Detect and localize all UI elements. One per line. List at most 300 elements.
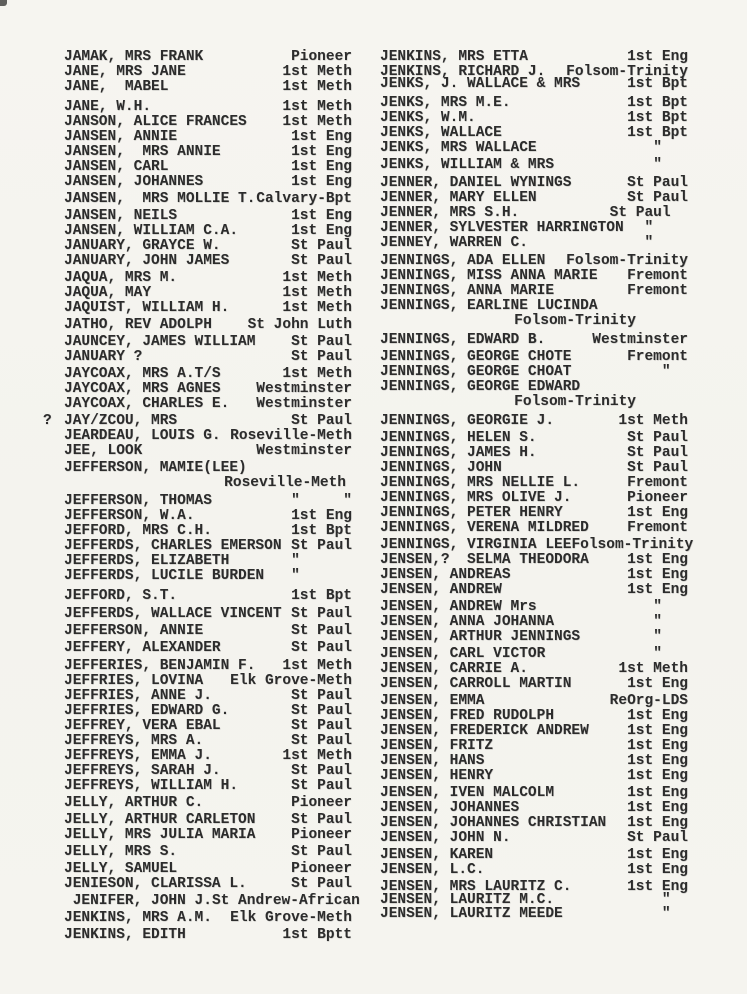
church-name: Fremont xyxy=(627,268,688,284)
person-name: JENSEN, FRED RUDOLPH xyxy=(380,708,555,724)
person-name: JEFFREY, VERA EBAL xyxy=(64,718,221,734)
person-name: JENSEN, LAURITZ MEEDE xyxy=(380,906,563,922)
registry-row xyxy=(64,813,352,828)
registry-row xyxy=(43,413,352,429)
registry-row xyxy=(64,397,352,412)
church-name: Fremont xyxy=(627,475,688,491)
registry-row xyxy=(380,506,688,521)
church-name: 1st Eng xyxy=(627,505,688,521)
registry-row xyxy=(380,284,688,299)
church-name: St Paul xyxy=(291,238,352,254)
church-name: " xyxy=(653,614,688,630)
church-name: 1st Bpt xyxy=(627,76,688,92)
church-name: St Paul xyxy=(627,430,688,446)
person-name: JEFFRIES, EDWARD G. xyxy=(64,703,230,719)
registry-row xyxy=(380,446,688,461)
church-name: " xyxy=(644,235,688,251)
registry-row xyxy=(64,749,352,764)
person-name: JENNINGS, PETER HENRY xyxy=(380,505,563,521)
church-name: St Paul xyxy=(291,812,352,828)
person-name: JENNINGS, ADA ELLEN xyxy=(380,253,546,269)
church-name: 1st Bpt xyxy=(627,125,688,141)
church-name: 1st Eng xyxy=(627,800,688,816)
person-name: JENKS, WILLIAM & MRS xyxy=(380,157,555,173)
registry-row xyxy=(380,907,688,922)
person-name: JANSEN, MRS ANNIE xyxy=(64,144,221,160)
person-name: JEFFERSON, W.A. xyxy=(64,508,195,524)
person-name: JENSEN, IVEN MALCOLM xyxy=(380,785,555,801)
registry-row xyxy=(380,662,688,677)
person-name: JANUARY, JOHN JAMES xyxy=(64,253,230,269)
person-name: JENSEN, JOHANNES xyxy=(380,800,520,816)
registry-row xyxy=(64,509,352,524)
church-name: St Paul xyxy=(291,688,352,704)
person-name: JEFFRIES, LOVINA xyxy=(64,673,204,689)
registry-row xyxy=(64,554,352,569)
registry-row xyxy=(380,863,688,878)
person-name: JEFFREYS, WILLIAM H. xyxy=(64,778,239,794)
registry-row xyxy=(64,175,352,190)
church-name: St Paul xyxy=(291,733,352,749)
church-name: Folsom-Trinity xyxy=(566,64,688,80)
person-name: JAYCOAX, MRS AGNES xyxy=(64,381,221,397)
registry-row xyxy=(380,269,688,284)
registry-row xyxy=(64,845,352,860)
church-name: Fremont xyxy=(627,349,688,365)
person-name: JANUARY, GRAYCE W. xyxy=(64,238,221,254)
person-name: JENNINGS, GEORGIE J. xyxy=(380,413,555,429)
church-name: 1st Eng xyxy=(627,879,688,895)
registry-row xyxy=(380,724,688,739)
person-name: JATHO, REV ADOLPH xyxy=(64,317,212,333)
person-name: JENSEN, CARROLL MARTIN xyxy=(380,676,572,692)
person-name: JENSEN, ANDREW xyxy=(380,582,502,598)
person-name: JEFFREYS, EMMA J. xyxy=(64,748,212,764)
person-name: JENNINGS, GEORGE EDWARD xyxy=(380,379,581,395)
registry-row xyxy=(380,158,688,173)
person-name: JELLY, SAMUEL xyxy=(64,861,178,877)
church-name: St Paul xyxy=(291,334,352,350)
scan-artifact xyxy=(0,0,7,6)
church-name: 1st Meth xyxy=(282,658,352,674)
person-name: JENKINS, RICHARD J. xyxy=(380,64,546,80)
registry-row xyxy=(380,786,688,801)
church-name: " xyxy=(653,599,688,615)
person-name: JEFFERSON, MAMIE(LEE) xyxy=(64,460,247,476)
registry-row xyxy=(64,461,352,476)
registry-row xyxy=(380,221,688,236)
registry-row xyxy=(64,192,352,207)
church-name: Elk Grove-Meth xyxy=(230,673,352,689)
registry-row xyxy=(64,641,352,656)
person-name: JEFFORD, S.T. xyxy=(64,588,178,604)
church-name: " xyxy=(653,646,688,662)
church-name: 1st Eng xyxy=(627,582,688,598)
registry-row xyxy=(380,141,688,156)
registry-row xyxy=(380,630,688,645)
person-name: JENSEN, HANS xyxy=(380,753,485,769)
registry-row xyxy=(64,624,352,639)
registry-row xyxy=(380,600,688,615)
person-name: JENNINGS, EARLINE LUCINDA xyxy=(380,298,598,314)
registry-row xyxy=(64,911,352,926)
church-name: St Paul xyxy=(291,640,352,656)
person-name: JENSEN, L.C. xyxy=(380,862,485,878)
person-name: JEFFERDS, LUCILE BURDEN xyxy=(64,568,265,584)
registry-row xyxy=(64,569,352,584)
registry-row xyxy=(64,494,352,509)
registry-row xyxy=(380,414,688,429)
registry-row xyxy=(64,286,352,301)
person-name: JENNINGS, JAMES H. xyxy=(380,445,537,461)
person-name: JENNER, MRS S.H. xyxy=(380,205,520,221)
registry-row xyxy=(380,709,688,724)
church-name: " xyxy=(644,220,688,236)
registry-row xyxy=(64,271,352,286)
person-name: JENSEN, ANNA JOHANNA xyxy=(380,614,555,630)
church-name: 1st Meth xyxy=(282,748,352,764)
registry-row-continuation xyxy=(380,395,688,410)
registry-row xyxy=(64,301,352,316)
registry-row xyxy=(380,647,688,662)
church-name: Westminster xyxy=(256,381,352,397)
church-name: Fremont xyxy=(627,283,688,299)
person-name: JENSEN, JOHN N. xyxy=(380,830,511,846)
person-name: JEFFREYS, SARAH J. xyxy=(64,763,221,779)
church-name: " xyxy=(291,553,352,569)
person-name: JEFFERSON, ANNIE xyxy=(64,623,204,639)
person-name: JENNINGS, GEORGE CHOTE xyxy=(380,349,572,365)
church-name: Folsom-Trinity xyxy=(566,253,688,269)
person-name: JELLY, ARTHUR C. xyxy=(64,795,204,811)
church-name: Roseville-Meth xyxy=(230,428,352,444)
registry-row xyxy=(64,100,352,115)
person-name: JENKS, J. WALLACE & MRS xyxy=(380,76,581,92)
registry-row xyxy=(380,333,688,348)
church-name: St Paul xyxy=(291,876,352,892)
church-name: ReOrg-LDS xyxy=(609,693,688,709)
church-name: " xyxy=(661,364,688,380)
church-name: 1st Eng xyxy=(627,49,688,65)
person-name: JAMAK, MRS FRANK xyxy=(64,49,204,65)
church-name: Westminster xyxy=(592,332,688,348)
registry-row xyxy=(64,444,352,459)
church-name: St Paul xyxy=(627,445,688,461)
registry-row xyxy=(64,382,352,397)
church-name: 1st Bpt xyxy=(291,523,352,539)
church-name: St Paul xyxy=(291,349,352,365)
person-name: JANE, MABEL xyxy=(64,79,169,95)
person-name: JENSEN, ANDREAS xyxy=(380,567,511,583)
registry-row xyxy=(64,862,352,877)
person-name: JENNINGS, MISS ANNA MARIE xyxy=(380,268,598,284)
registry-row xyxy=(64,704,352,719)
person-name: JENSEN,? SELMA THEODORA xyxy=(380,552,589,568)
church-name: 1st Eng xyxy=(291,223,352,239)
registry-row xyxy=(64,659,352,674)
registry-row xyxy=(64,828,352,843)
church-name: 1st Meth xyxy=(282,366,352,382)
registry-row xyxy=(64,734,352,749)
person-name: JANSEN, ANNIE xyxy=(64,129,178,145)
registry-row xyxy=(380,568,688,583)
registry-row xyxy=(64,524,352,539)
church-name: 1st Eng xyxy=(291,159,352,175)
person-name: JEFFERIES, BENJAMIN F. xyxy=(64,658,256,674)
church-name: St Paul xyxy=(291,703,352,719)
church-name: St Paul xyxy=(291,763,352,779)
registry-row xyxy=(64,928,352,943)
person-name: JENSEN, ANDREW Mrs xyxy=(380,599,537,615)
registry-row xyxy=(380,615,688,630)
registry-row xyxy=(380,754,688,769)
person-name: JENSEN, KAREN xyxy=(380,847,494,863)
person-name: JENSEN, CARRIE A. xyxy=(380,661,528,677)
registry-row xyxy=(64,877,352,892)
church-name: St Paul xyxy=(609,205,688,221)
church-name: 1st Eng xyxy=(627,567,688,583)
person-name: JANSEN, NEILS xyxy=(64,208,178,224)
registry-row xyxy=(64,239,352,254)
person-name: JAYCOAX, CHARLES E. xyxy=(64,396,230,412)
church-name: " xyxy=(661,906,688,922)
registry-column-left xyxy=(43,49,360,943)
registry-row xyxy=(64,350,352,365)
registry-row xyxy=(380,431,688,446)
church-name: 1st Eng xyxy=(627,753,688,769)
registry-row xyxy=(64,145,352,160)
church-name: " xyxy=(661,892,688,908)
church-name: 1st Eng xyxy=(627,847,688,863)
margin-question-mark: ? xyxy=(43,413,52,429)
registry-row xyxy=(380,254,688,269)
registry-row xyxy=(64,893,360,909)
registry-row xyxy=(64,318,352,333)
registry-row xyxy=(64,689,352,704)
person-name: JENNEY, WARREN C. xyxy=(380,235,528,251)
church-name: St Andrew-African xyxy=(211,893,360,909)
person-name: JENNINGS, GEORGE CHOAT xyxy=(380,364,572,380)
church-name: 1st Eng xyxy=(627,815,688,831)
church-name: 1st Meth xyxy=(618,413,688,429)
person-name: JELLY, MRS S. xyxy=(64,844,178,860)
registry-row xyxy=(380,491,688,506)
church-name: St Paul xyxy=(627,830,688,846)
registry-row xyxy=(380,299,688,314)
person-name: JENNINGS, MRS NELLIE L. xyxy=(380,475,581,491)
person-name: JENKINS, EDITH xyxy=(64,927,186,943)
registry-row xyxy=(380,365,688,380)
registry-row xyxy=(380,769,688,784)
registry-row-continuation xyxy=(64,476,352,491)
registry-row xyxy=(380,236,688,251)
person-name: JELLY, MRS JULIA MARIA xyxy=(64,827,256,843)
person-name: JENNINGS, HELEN S. xyxy=(380,430,537,446)
church-name: 1st Meth xyxy=(282,285,352,301)
person-name: JEFFERSON, THOMAS xyxy=(64,493,212,509)
person-name: JENNINGS, ANNA MARIE xyxy=(380,283,555,299)
registry-row xyxy=(64,429,352,444)
person-name: JANSEN, JOHANNES xyxy=(64,174,204,190)
registry-row xyxy=(380,206,688,221)
person-name: JANE, MRS JANE xyxy=(64,64,186,80)
church-name: St Paul xyxy=(291,844,352,860)
church-name: Elk Grove-Meth xyxy=(230,910,352,926)
person-name: JENSEN, FREDERICK ANDREW xyxy=(380,723,589,739)
church-name: 1st Eng xyxy=(291,129,352,145)
person-name: JENSEN, LAURITZ M.C. xyxy=(380,892,555,908)
registry-row xyxy=(380,126,688,141)
registry-row xyxy=(64,65,352,80)
church-name: St Paul xyxy=(291,606,352,622)
church-name: " " xyxy=(291,493,352,509)
church-name: 1st Eng xyxy=(627,552,688,568)
person-name: JAYCOAX, MRS A.T/S xyxy=(64,366,221,382)
church-name: 1st Meth xyxy=(282,114,352,130)
church-name: 1st Eng xyxy=(291,144,352,160)
person-name: JENNINGS, JOHN xyxy=(380,460,502,476)
registry-row xyxy=(380,77,688,92)
church-name: Folsom-Trinity xyxy=(571,537,694,553)
church-name: 1st Eng xyxy=(627,723,688,739)
church-name: 1st Meth xyxy=(282,79,352,95)
person-name: JAQUA, MAY xyxy=(64,285,152,301)
registry-row xyxy=(380,176,688,191)
church-name: Westminster xyxy=(256,443,352,459)
church-name: St Paul xyxy=(627,175,688,191)
person-name: JANE, W.H. xyxy=(64,99,152,115)
church-name: 1st Meth xyxy=(618,661,688,677)
registry-row xyxy=(380,521,688,536)
registry-row xyxy=(380,96,688,111)
person-name: JENIFER, JOHN J. xyxy=(64,893,212,909)
person-name: JENNINGS, MRS OLIVE J. xyxy=(380,490,572,506)
person-name: JENNINGS, EDWARD B. xyxy=(380,332,546,348)
church-name: Roseville-Meth xyxy=(224,475,346,491)
church-name: " xyxy=(653,629,688,645)
registry-row xyxy=(380,191,688,206)
church-name: 1st Eng xyxy=(627,738,688,754)
church-name: 1st Bpt xyxy=(627,110,688,126)
church-name: 1st Eng xyxy=(627,708,688,724)
registry-column-right xyxy=(380,49,694,922)
church-name: 1st Bptt xyxy=(282,927,352,943)
person-name: JANUARY ? xyxy=(64,349,143,365)
person-name: JENKINS, MRS A.M. xyxy=(64,910,212,926)
registry-row xyxy=(64,719,352,734)
church-name: 1st Meth xyxy=(282,99,352,115)
person-name: JENSEN, FRITZ xyxy=(380,738,494,754)
registry-row xyxy=(64,589,352,604)
church-name: St Paul xyxy=(291,778,352,794)
church-name: Folsom-Trinity xyxy=(514,313,636,329)
person-name: JENNER, SYLVESTER HARRINGTON xyxy=(380,220,624,236)
person-name: JEFFERDS, WALLACE VINCENT xyxy=(64,606,282,622)
registry-row xyxy=(64,335,352,350)
church-name: St Paul xyxy=(291,623,352,639)
church-name: Pioneer xyxy=(627,490,688,506)
registry-row xyxy=(380,677,688,692)
person-name: JAUNCEY, JAMES WILLIAM xyxy=(64,334,256,350)
person-name: JENSEN, MRS LAURITZ C. xyxy=(380,879,572,895)
church-name: 1st Bpt xyxy=(627,95,688,111)
person-name: JANSEN, CARL xyxy=(64,159,169,175)
person-name: JEFFERDS, ELIZABETH xyxy=(64,553,230,569)
registry-row xyxy=(64,254,352,269)
registry-row xyxy=(380,50,688,65)
person-name: JENSEN, JOHANNES CHRISTIAN xyxy=(380,815,607,831)
person-name: JENNER, MARY ELLEN xyxy=(380,190,537,206)
person-name: JAQUIST, WILLIAM H. xyxy=(64,300,230,316)
church-name: 1st Eng xyxy=(291,208,352,224)
church-name: " xyxy=(653,157,688,173)
registry-row xyxy=(380,801,688,816)
church-name: " xyxy=(653,140,688,156)
person-name: JANSON, ALICE FRANCES xyxy=(64,114,247,130)
church-name: Westminster xyxy=(256,396,352,412)
person-name: JENSEN, EMMA xyxy=(380,693,485,709)
registry-row xyxy=(380,583,688,598)
person-name: JEFFERDS, CHARLES EMERSON xyxy=(64,538,282,554)
church-name: 1st Eng xyxy=(627,676,688,692)
church-name: 1st Bpt xyxy=(291,588,352,604)
registry-row xyxy=(380,694,688,709)
person-name: JELLY, ARTHUR CARLETON xyxy=(64,812,256,828)
church-name: Folsom-Trinity xyxy=(514,394,636,410)
registry-row xyxy=(380,111,688,126)
registry-row xyxy=(64,779,352,794)
person-name: JEE, LOOK xyxy=(64,443,143,459)
registry-row xyxy=(64,224,352,239)
church-name: St Paul xyxy=(627,460,688,476)
person-name: JENNINGS, VERENA MILDRED xyxy=(380,520,589,536)
registry-row xyxy=(64,50,352,65)
registry-row xyxy=(380,831,688,846)
church-name: Fremont xyxy=(627,520,688,536)
person-name: JAY/ZCOU, MRS xyxy=(64,413,178,429)
church-name: St Paul xyxy=(627,190,688,206)
person-name: JENIESON, CLARISSA L. xyxy=(64,876,247,892)
registry-row xyxy=(64,80,352,95)
church-name: 1st Meth xyxy=(282,300,352,316)
registry-row xyxy=(64,130,352,145)
church-name: St Paul xyxy=(291,253,352,269)
registry-row xyxy=(64,607,352,622)
church-name: Calvary-Bpt xyxy=(256,191,352,207)
person-name: JANSEN, MRS MOLLIE T. xyxy=(64,191,256,207)
registry-row xyxy=(64,539,352,554)
church-name: St Paul xyxy=(291,538,352,554)
person-name: JEFFERY, ALEXANDER xyxy=(64,640,221,656)
registry-row xyxy=(380,816,688,831)
person-name: JEFFORD, MRS C.H. xyxy=(64,523,212,539)
person-name: JENSEN, ARTHUR JENNINGS xyxy=(380,629,581,645)
church-name: St Paul xyxy=(291,718,352,734)
registry-row xyxy=(380,380,688,395)
registry-row xyxy=(380,461,688,476)
person-name: JENNER, DANIEL WYNINGS xyxy=(380,175,572,191)
registry-row xyxy=(380,848,688,863)
registry-row xyxy=(64,796,352,811)
registry-row xyxy=(380,350,688,365)
person-name: JENSEN, HENRY xyxy=(380,768,494,784)
person-name: JENKS, MRS M.E. xyxy=(380,95,511,111)
registry-row xyxy=(64,367,352,382)
person-name: JENKS, W.M. xyxy=(380,110,476,126)
church-name: Pioneer xyxy=(291,49,352,65)
church-name: 1st Eng xyxy=(291,508,352,524)
church-name: Pioneer xyxy=(291,795,352,811)
